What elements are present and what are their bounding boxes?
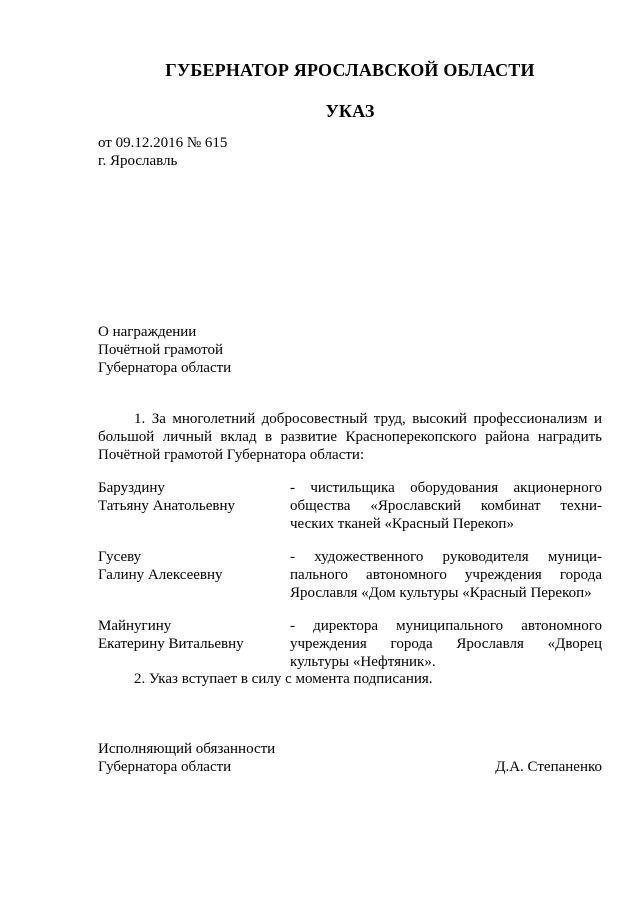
awardee-2-surname: Гусеву	[98, 549, 142, 565]
document-type: УКАЗ	[325, 101, 375, 121]
awardee-3-desc-line-3: культуры «Нефтяник».	[290, 654, 436, 670]
signatory-position-line-2: Губернатора области	[98, 759, 232, 775]
signatory-name: Д.А. Степаненко	[495, 759, 602, 775]
signatory-position-line-1: Исполняющий обязанности	[98, 741, 276, 757]
awardee-3-name: Екатерину Витальевну	[98, 636, 244, 652]
awardee-2-desc-line-1: - художественного руководителя муници-	[290, 549, 602, 565]
awardee-3-desc-line-1: - директора муниципального автономного	[290, 618, 602, 634]
awardee-3-desc-line-2: учреждения города Ярославля «Дворец	[290, 636, 602, 652]
subject-line-1: О награждении	[98, 324, 197, 340]
awardee-1-surname: Баруздину	[98, 480, 165, 496]
awardee-1-desc-line-2: общества «Ярославский комбинат техни-	[290, 498, 602, 514]
awardee-1-name: Татьяну Анатольевну	[98, 498, 236, 514]
subject-line-2: Почётной грамотой	[98, 342, 223, 358]
date-number: от 09.12.2016 № 615	[98, 135, 228, 151]
paragraph-1-line-1: 1. За многолетний добросовестный труд, высокий профессионализм и	[134, 411, 602, 427]
paragraph-1-line-2: большой личный вклад в развитие Красноперекопского района наградить	[98, 429, 602, 445]
awardee-1-desc-line-3: ческих тканей «Красный Перекоп»	[290, 516, 514, 532]
awardee-3-surname: Майнугину	[98, 618, 172, 634]
awardee-2-desc-line-3: Ярославля «Дом культуры «Красный Перекоп»	[290, 585, 592, 601]
city: г. Ярославль	[98, 153, 178, 169]
awardee-2-name: Галину Алексеевну	[98, 567, 223, 583]
paragraph-2: 2. Указ вступает в силу с момента подписания.	[134, 671, 433, 687]
issuer-title: ГУБЕРНАТОР ЯРОСЛАВСКОЙ ОБЛАСТИ	[165, 60, 535, 80]
subject-line-3: Губернатора области	[98, 360, 232, 376]
awardee-2-desc-line-2: пального автономного учреждения города	[290, 567, 602, 583]
paragraph-1-line-3: Почётной грамотой Губернатора области:	[98, 447, 365, 463]
awardee-1-desc-line-1: - чистильщика оборудования акционерного	[290, 480, 602, 496]
